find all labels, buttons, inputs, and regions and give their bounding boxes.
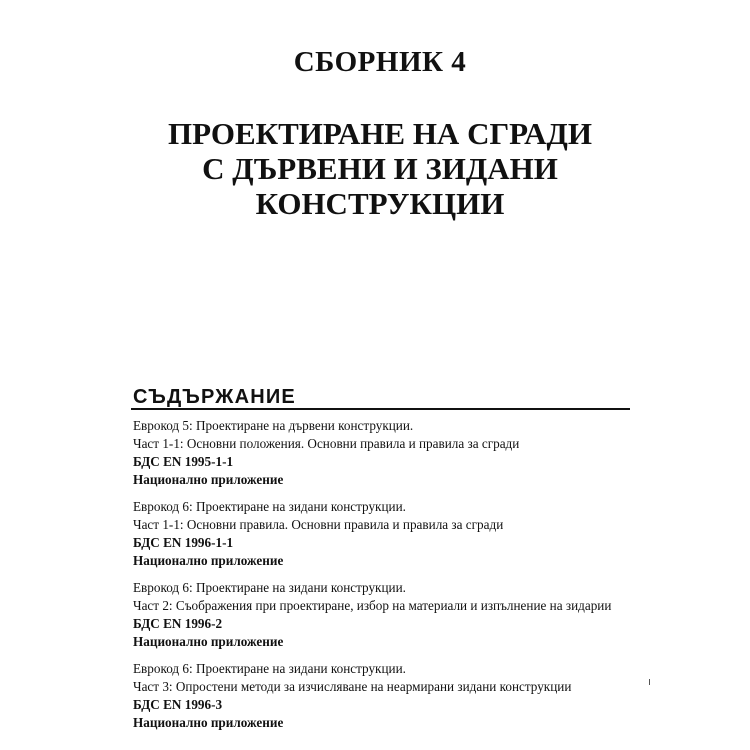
toc-eurocode: Еврокод 6: Проектиране на зидани конструкции. (133, 580, 406, 595)
toc-entry (133, 579, 653, 651)
toc-standard: БДС EN 1996-1-1 (133, 535, 234, 550)
toc-eurocode: Еврокод 6: Проектиране на зидани конструкции. (133, 661, 406, 676)
toc-entry (133, 660, 653, 732)
toc-part: Част 3: Опростени методи за изчисляване на неармирани зидани конструкции (133, 679, 572, 694)
toc-eurocode: Еврокод 5: Проектиране на дървени конструкции. (133, 418, 414, 433)
toc-eurocode: Еврокод 6: Проектиране на зидани конструкции. (133, 499, 406, 514)
toc-entry (133, 498, 653, 570)
main-title-line: КОНСТРУКЦИИ (255, 186, 505, 221)
toc-annex: Национално приложение (133, 472, 284, 487)
toc-annex: Национално приложение (133, 553, 284, 568)
toc-list (133, 417, 653, 741)
toc-part: Част 2: Съображения при проектиране, избор на материали и изпълнение на зидарии (133, 598, 612, 613)
toc-standard: БДС EN 1995-1-1 (133, 454, 234, 469)
main-title-line: С ДЪРВЕНИ И ЗИДАНИ (202, 151, 558, 186)
toc-entry (133, 417, 653, 489)
collection-title: СБОРНИК 4 (293, 46, 467, 78)
toc-divider (131, 408, 630, 410)
main-title (0, 116, 750, 221)
toc-annex: Национално приложение (133, 634, 284, 649)
toc-annex: Национално приложение (133, 715, 284, 730)
toc-standard: БДС EN 1996-3 (133, 697, 223, 712)
toc-standard: БДС EN 1996-2 (133, 616, 223, 631)
scan-speck (649, 679, 650, 685)
main-title-line: ПРОЕКТИРАНЕ НА СГРАДИ (168, 116, 592, 151)
toc-part: Част 1-1: Основни положения. Основни правила и правила за сгради (133, 436, 520, 451)
toc-part: Част 1-1: Основни правила. Основни правила и правила за сгради (133, 517, 504, 532)
toc-heading: СЪДЪРЖАНИЕ (133, 386, 296, 408)
